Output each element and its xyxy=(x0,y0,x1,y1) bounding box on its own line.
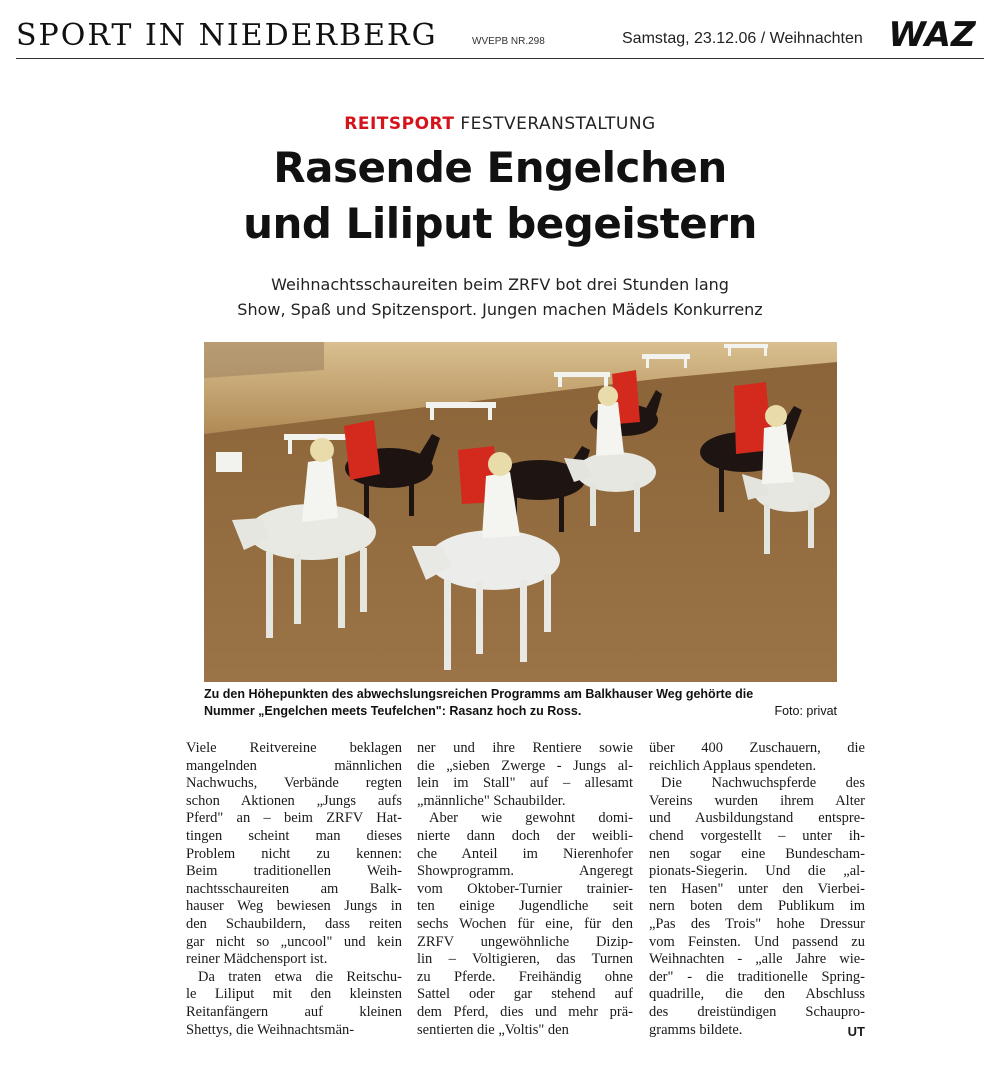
article-line: che Anteil im Nierenhofer xyxy=(417,845,633,862)
article-line: über 400 Zuschauern, die xyxy=(649,740,865,756)
article-line: sentierten die „Voltis" den xyxy=(417,1021,569,1038)
article-line: der" - die traditionelle Spring- xyxy=(649,968,865,985)
article-line: Pferd" an – beim ZRFV Hat- xyxy=(186,810,402,827)
article-line: zu Pferde. Freihändig ohne xyxy=(417,968,633,985)
text-column-3 xyxy=(649,740,865,1039)
article-line: Showprogramm. Angeregt xyxy=(417,863,633,880)
article-line: den Schaubildern, dass reiten xyxy=(186,915,402,932)
article-line: Nachwuchs, Verbände regten xyxy=(186,775,402,792)
article-line: ten einige Jugendliche seit xyxy=(417,898,633,915)
article-line: Problem nicht zu kennen: xyxy=(186,845,402,862)
arena-letter-sign xyxy=(216,452,242,472)
article-line: pionats-Siegerin. Und die „al- xyxy=(649,863,865,880)
article-line: die „sieben Zwerge - Jungs al- xyxy=(417,757,633,774)
article-line: des dreistündigen Schaupro- xyxy=(649,1003,865,1020)
article-line: schon Aktionen „Jungs aufs xyxy=(186,792,402,809)
article-line: ZRFV ungewöhnliche Dizip- xyxy=(417,933,633,950)
article-line: gramms bildete. xyxy=(649,1021,743,1038)
waz-logo xyxy=(880,16,984,50)
article-line: quadrille, die den Abschluss xyxy=(649,986,865,1003)
photo-caption xyxy=(204,686,837,720)
article-line: lin – Voltigieren, das Turnen xyxy=(417,951,633,968)
article-line: ten Hasen" unter den Vierbei- xyxy=(649,880,865,897)
article-line: gar nicht so „uncool" und kein xyxy=(186,933,402,950)
article-line: ner und ihre Rentiere sowie xyxy=(417,740,633,756)
article-line: Die Nachwuchspferde des xyxy=(661,775,865,792)
headline-line: und Liliput begeistern xyxy=(243,199,757,248)
article-line: dem Pferd, dies und mehr prä- xyxy=(417,1003,633,1020)
article-line: und Ausbildungstand entspre- xyxy=(649,810,865,827)
article-line: Reitanfängern auf kleinen xyxy=(186,1003,402,1020)
logo-lettering: WAZ xyxy=(888,16,976,50)
text-column-2 xyxy=(417,740,633,1039)
article-line: Viele Reitvereine beklagen xyxy=(186,740,402,756)
article-line: nern boten dem Publikum im xyxy=(649,898,865,915)
article-line: hauser Weg bewiesen Jungs in xyxy=(186,898,402,915)
article-kicker xyxy=(0,114,1000,134)
subheadline-line: Show, Spaß und Spitzensport. Jungen machen Mädels Konkurrenz xyxy=(237,300,763,319)
kicker-topic: FESTVERANSTALTUNG xyxy=(460,114,656,134)
article-line: Vereins wurden ihrem Alter xyxy=(649,792,865,809)
article-line: tingen scheint man dieses xyxy=(186,827,402,844)
kicker-sport: REITSPORT xyxy=(344,114,455,134)
subheadline xyxy=(0,272,1000,322)
author-signature: UT xyxy=(847,1023,865,1039)
article-line: „Pas des Trois" hohe Dressur xyxy=(649,915,865,932)
headline-line: Rasende Engelchen xyxy=(273,143,727,192)
section-title: SPORT IN NIEDERBERG xyxy=(16,18,438,53)
article-line: reichlich Applaus spendeten. xyxy=(649,757,817,774)
article-line: le Liliput mit den kleinsten xyxy=(186,986,402,1003)
edition-code: WVEPB NR.298 xyxy=(472,36,545,47)
article-photo xyxy=(204,342,837,682)
caption-line: Zu den Höhepunkten des abwechslungsreichen Programms am Balkhauser Weg gehörte die xyxy=(204,687,754,701)
article-line: nachtsschaureiten am Balk- xyxy=(186,880,402,897)
article-line: Shettys, die Weihnachtsmän- xyxy=(186,1021,355,1038)
article-line: chend vorgestellt – unter ih- xyxy=(649,827,865,844)
article-line: vom Feinsten. Und passend zu xyxy=(649,933,865,950)
headline xyxy=(0,140,1000,252)
article-line: mangelnden männlichen xyxy=(186,757,402,774)
article-line: Sattel oder gar stehend auf xyxy=(417,986,633,1003)
article-line: vom Oktober-Turnier trainier- xyxy=(417,880,633,897)
masthead xyxy=(16,14,984,59)
article-line: nierte dann doch der weibli- xyxy=(417,827,633,844)
photo-credit: Foto: privat xyxy=(774,704,837,718)
article-line: sechs Wochen für eine, für den xyxy=(417,915,633,932)
article-line: lein im Stall" auf – allesamt xyxy=(417,775,633,792)
article-line: nen sogar eine Bundescham- xyxy=(649,845,865,862)
article-line: „männliche" Schaubilder. xyxy=(417,792,566,809)
article-line: Weihnachten - „alle Jahre wie- xyxy=(649,951,865,968)
issue-date: Samstag, 23.12.06 / Weihnachten xyxy=(622,30,863,47)
article-line: Da traten etwa die Reitschu- xyxy=(198,968,402,985)
subheadline-line: Weihnachtsschaureiten beim ZRFV bot drei Stunden lang xyxy=(271,275,729,294)
article-line: Aber wie gewohnt domi- xyxy=(429,810,633,827)
caption-line: Nummer „Engelchen meets Teufelchen": Rasanz hoch zu Ross. xyxy=(204,704,582,718)
article-line: Beim traditionellen Weih- xyxy=(186,863,402,880)
article-line: reiner Mädchensport ist. xyxy=(186,951,328,968)
text-column-1 xyxy=(186,740,402,1039)
